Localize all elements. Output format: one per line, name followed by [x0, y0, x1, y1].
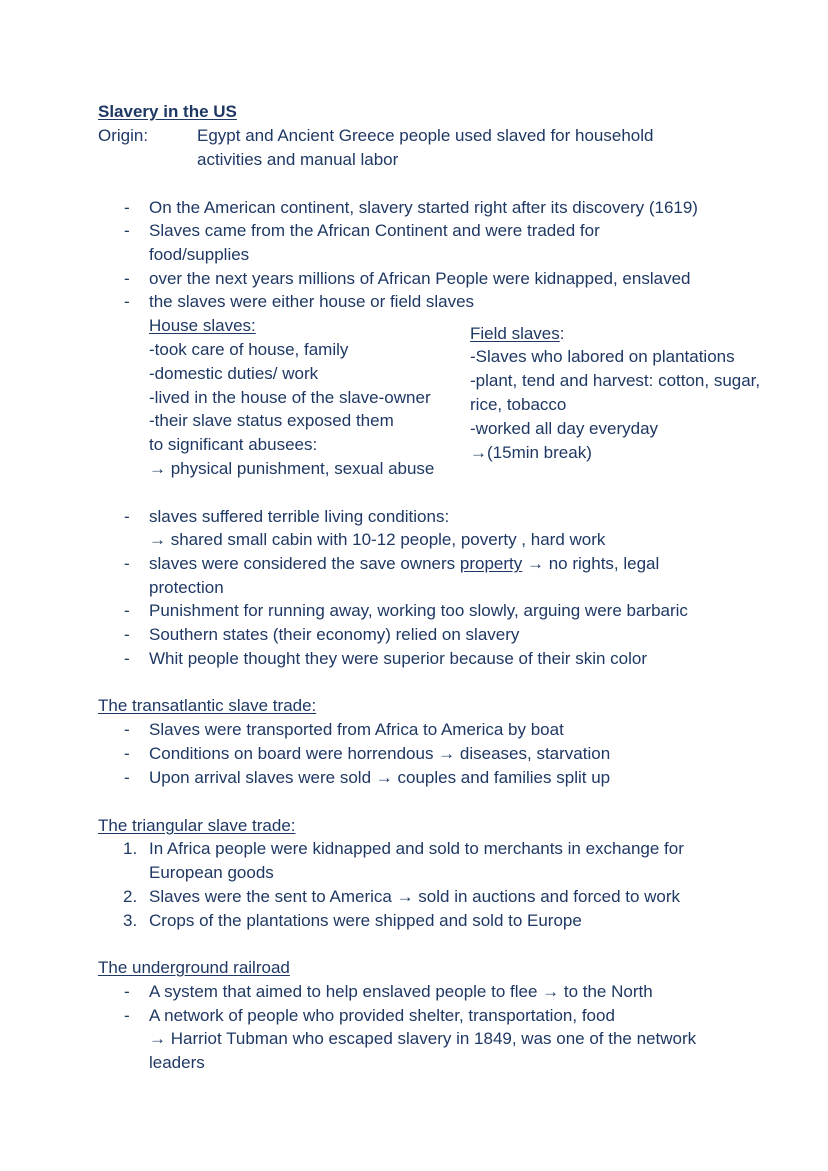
list-item: Whit people thought they were superior because of their skin color	[149, 649, 647, 668]
list-item-continued: → Harriot Tubman who escaped slavery in 1849, was one of the network	[149, 1029, 697, 1048]
house-slaves-heading: House slaves:	[149, 316, 256, 335]
bullet-dash: -	[124, 507, 130, 526]
list-number: 1.	[123, 839, 138, 858]
bullet-dash: -	[124, 198, 130, 217]
field-line: -Slaves who labored on plantations	[470, 347, 735, 366]
list-number: 2.	[123, 887, 138, 906]
house-line: -lived in the house of the slave-owner	[149, 388, 431, 407]
list-item: Crops of the plantations were shipped and sold to Europe	[149, 911, 582, 930]
field-slaves-heading-text: Field slaves	[470, 324, 560, 343]
list-item: slaves suffered terrible living conditions:	[149, 507, 450, 526]
house-line: -domestic duties/ work	[149, 364, 319, 383]
list-item: In Africa people were kidnapped and sold to merchants in exchange for	[149, 839, 684, 858]
list-item: Southern states (their economy) relied on slavery	[149, 625, 520, 644]
list-item-continued: food/supplies	[149, 245, 250, 264]
underground-heading: The underground railroad	[98, 958, 290, 977]
house-line: -their slave status exposed them	[149, 411, 394, 430]
house-line: -took care of house, family	[149, 340, 349, 359]
list-item: Slaves came from the African Continent and were traded for	[149, 221, 600, 240]
triangular-heading: The triangular slave trade:	[98, 816, 296, 835]
list-item-continued: leaders	[149, 1053, 205, 1072]
list-item-continued: protection	[149, 578, 224, 597]
bullet-dash: -	[124, 1006, 130, 1025]
list-number: 3.	[123, 911, 138, 930]
list-item: Upon arrival slaves were sold → couples and families split up	[149, 768, 611, 787]
bullet-dash: -	[124, 768, 130, 787]
list-item: On the American continent, slavery started right after its discovery (1619)	[149, 198, 698, 217]
house-line: → physical punishment, sexual abuse	[149, 459, 435, 478]
list-item: Slaves were the sent to America → sold in auctions and forced to work	[149, 887, 681, 906]
origin-label: Origin:	[98, 126, 149, 145]
field-slaves-colon: :	[559, 324, 565, 343]
list-item: the slaves were either house or field slaves	[149, 292, 475, 311]
bullet-dash: -	[124, 221, 130, 240]
property-word: property	[459, 554, 523, 573]
page-title: Slavery in the US	[98, 102, 237, 121]
bullet-dash: -	[124, 744, 130, 763]
field-slaves-heading	[470, 325, 565, 342]
bullet-dash: -	[124, 720, 130, 739]
list-item: A network of people who provided shelter, transportation, food	[149, 1006, 615, 1025]
origin-line: activities and manual labor	[197, 150, 399, 169]
list-item-text: → no rights, legal	[522, 554, 660, 573]
origin-line: Egypt and Ancient Greece people used slaved for household	[197, 126, 654, 145]
list-item-continued: European goods	[149, 863, 274, 882]
list-item-text: slaves were considered the save owners	[149, 554, 460, 573]
bullet-dash: -	[124, 649, 130, 668]
list-item	[149, 555, 659, 572]
house-line: to significant abusees:	[149, 435, 318, 454]
list-item: A system that aimed to help enslaved people to flee → to the North	[149, 982, 653, 1001]
bullet-dash: -	[124, 269, 130, 288]
transatlantic-heading: The transatlantic slave trade:	[98, 696, 317, 715]
bullet-dash: -	[124, 601, 130, 620]
field-line: →(15min break)	[470, 443, 592, 462]
bullet-dash: -	[124, 554, 130, 573]
list-item-continued: → shared small cabin with 10-12 people, poverty , hard work	[149, 530, 606, 549]
bullet-dash: -	[124, 625, 130, 644]
bullet-dash: -	[124, 292, 130, 311]
list-item: Punishment for running away, working too slowly, arguing were barbaric	[149, 601, 688, 620]
bullet-dash: -	[124, 982, 130, 1001]
list-item: Conditions on board were horrendous → diseases, starvation	[149, 744, 611, 763]
field-line: -plant, tend and harvest: cotton, sugar,	[470, 371, 761, 390]
field-line: rice, tobacco	[470, 395, 567, 414]
field-line: -worked all day everyday	[470, 419, 659, 438]
list-item: Slaves were transported from Africa to America by boat	[149, 720, 564, 739]
list-item: over the next years millions of African People were kidnapped, enslaved	[149, 269, 691, 288]
